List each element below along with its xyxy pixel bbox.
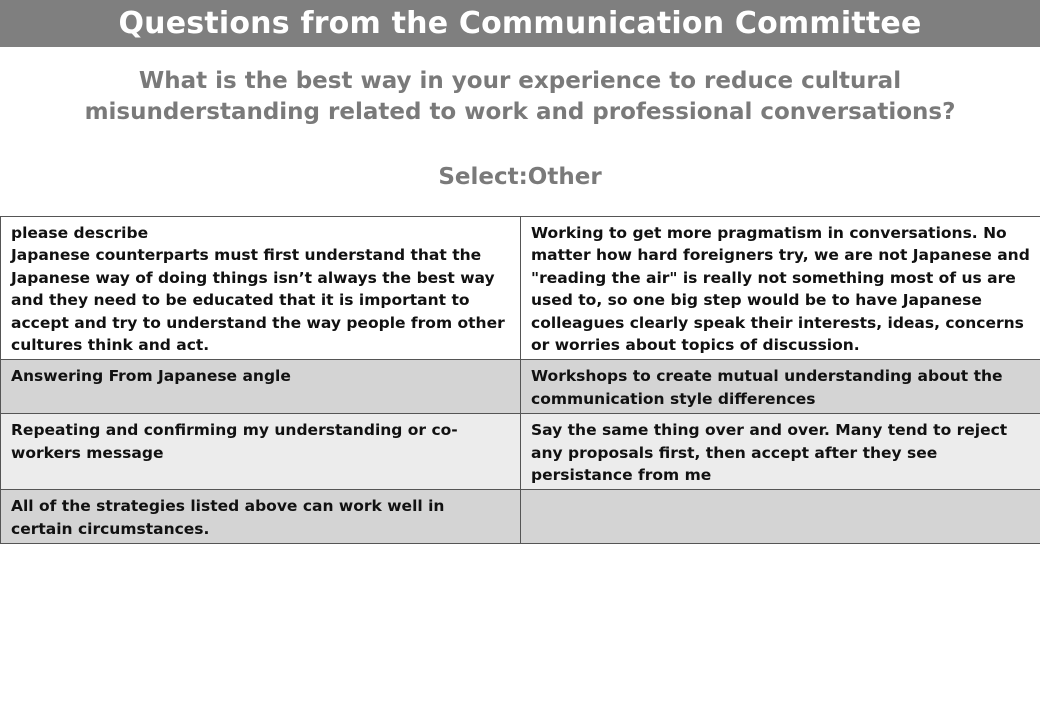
answer-cell: All of the strategies listed above can work well in certain circumstances. (1, 490, 521, 544)
answer-cell: please describe Japanese counterparts must first understand that the Japanese way of doing things isn’t always the best way and they need to be educated that it is important to accept and try to understand the way people from other cultures think and act. (1, 217, 521, 360)
question-line-2: misunderstanding related to work and professional conversations? (84, 99, 956, 125)
table-row (1, 360, 1040, 414)
question-line-1: What is the best way in your experience to reduce cultural (138, 68, 902, 94)
answer-cell: Answering From Japanese angle (1, 360, 521, 414)
answer-cell: Workshops to create mutual understanding about the communication style differences (521, 360, 1040, 414)
selected-option: Select:Other (438, 164, 602, 190)
table-row (1, 490, 1040, 544)
table-row (1, 414, 1040, 490)
table-row (1, 217, 1040, 360)
answer-cell: Repeating and confirming my understanding or co-workers message (1, 414, 521, 490)
question-text (0, 66, 1040, 128)
answer-cell (521, 490, 1040, 544)
page-title: Questions from the Communication Committee (0, 0, 1040, 47)
answer-cell: Working to get more pragmatism in conversations. No matter how hard foreigners try, we are not Japanese and "reading the air" is really not something most of us are used to, so one big step would be to have Japanese colleagues clearly speak their interests, ideas, concerns or worries about topics of discussion. (521, 217, 1040, 360)
answer-cell: Say the same thing over and over. Many tend to reject any proposals first, then accept after they see persistance from me (521, 414, 1040, 490)
answers-table (0, 216, 1040, 544)
